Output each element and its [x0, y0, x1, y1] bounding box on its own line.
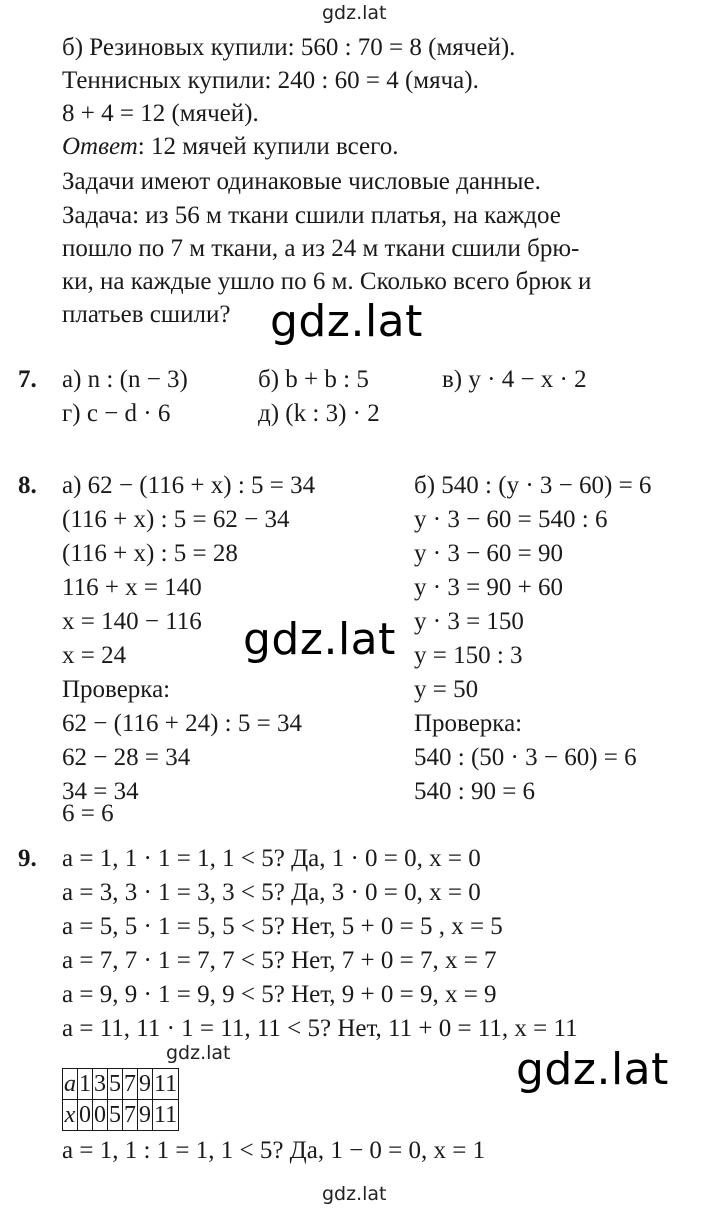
part-b-line-3: 8 + 4 = 12 (мячей).: [62, 100, 259, 127]
answer-text: : 12 мячей купили всего.: [137, 133, 399, 160]
part-b-line-5: Задачи имеют одинаковые числовые данные.: [62, 168, 541, 195]
table-cell: 9: [138, 1100, 153, 1131]
task-8-left-line: (116 + x) : 5 = 62 − 34: [62, 506, 290, 533]
task-7-a: а) n : (n − 3): [62, 366, 188, 393]
task-8-left-check-label: Проверка:: [62, 676, 171, 703]
task-9-line: a = 3, 3 · 1 = 3, 3 < 5? Да, 3 · 0 = 0, x = 0: [62, 879, 481, 906]
part-b-line-6: Задача: из 56 м ткани сшили платья, на каждое: [62, 202, 561, 229]
watermark-big-3: gdz.lat: [516, 1044, 669, 1095]
task-8-right-line: 540 : (50 · 3 − 60) = 6: [414, 744, 637, 771]
task-9-last-line: a = 1, 1 : 1 = 1, 1 < 5? Да, 1 − 0 = 0, x = 1: [62, 1137, 486, 1164]
table-cell: 11: [153, 1069, 179, 1100]
answer-label: Ответ: [62, 133, 138, 160]
task-8-left-line: 62 − 28 = 34: [62, 744, 191, 771]
task-8-right-line: y = 50: [414, 676, 479, 703]
task-8-right-line: y · 3 = 90 + 60: [414, 574, 564, 601]
table-cell: x: [63, 1100, 78, 1131]
task-8-right-line: y · 3 = 150: [414, 608, 524, 635]
part-b-line-7: пошло по 7 м ткани, а из 24 м ткани сшили брю-: [62, 235, 580, 262]
task-7-b: б) b + b : 5: [258, 366, 369, 393]
table-cell: 0: [93, 1100, 108, 1131]
watermark-big-1: gdz.lat: [270, 296, 423, 347]
part-b-line-2: Теннисных купили: 240 : 60 = 4 (мяча).: [62, 67, 479, 94]
part-b-line-9: платьев сшили?: [62, 301, 231, 328]
table-row-x: [63, 1100, 179, 1131]
task-7-d: д) (k : 3) · 2: [258, 400, 380, 427]
table-cell: 9: [138, 1069, 153, 1100]
part-b-answer: [62, 131, 399, 163]
values-table: [62, 1068, 179, 1131]
task-8-right-line: y · 3 − 60 = 90: [414, 540, 564, 567]
watermark-bottom: gdz.lat: [322, 1183, 387, 1205]
task-7-v: в) y · 4 − x · 2: [442, 366, 587, 393]
watermark-table: gdz.lat: [166, 1042, 231, 1064]
task-8-right-line: y · 3 − 60 = 540 : 6: [414, 506, 608, 533]
table-cell: 7: [123, 1069, 138, 1100]
task-9-line: a = 11, 11 · 1 = 11, 11 < 5? Нет, 11 + 0 = 11, x = 11: [62, 1015, 578, 1042]
task-9-line: a = 1, 1 · 1 = 1, 1 < 5? Да, 1 · 0 = 0, x = 0: [62, 845, 481, 872]
task-8-left-line: x = 24: [62, 642, 127, 669]
watermark-big-2: gdz.lat: [243, 614, 396, 665]
task-8-left-line: а) 62 − (116 + x) : 5 = 34: [62, 472, 316, 499]
table-cell: 7: [123, 1100, 138, 1131]
task-8-right-line: б) 540 : (y · 3 − 60) = 6: [414, 472, 652, 499]
task-8-left-line: x = 140 − 116: [62, 608, 202, 635]
task-7-number: 7.: [18, 366, 37, 393]
table-cell: 5: [108, 1069, 123, 1100]
part-b-line-8: ки, на каждые ушло по 6 м. Сколько всего брюк и: [62, 268, 592, 295]
table-cell: 3: [93, 1069, 108, 1100]
table-row-a: [63, 1069, 179, 1100]
table-cell: 5: [108, 1100, 123, 1131]
table-cell: 1: [78, 1069, 93, 1100]
table-cell: a: [63, 1069, 78, 1100]
task-8-left-line: 34 = 34: [62, 778, 139, 805]
task-9-number: 9.: [18, 845, 37, 872]
task-8-left-line: 116 + x = 140: [62, 574, 202, 601]
task-9-line: a = 9, 9 · 1 = 9, 9 < 5? Нет, 9 + 0 = 9, x = 9: [62, 981, 497, 1008]
task-8-right-line: 540 : 90 = 6: [414, 778, 536, 805]
part-b-line-1: б) Резиновых купили: 560 : 70 = 8 (мячей).: [62, 34, 516, 61]
task-9-line: a = 7, 7 · 1 = 7, 7 < 5? Нет, 7 + 0 = 7, x = 7: [62, 947, 497, 974]
table-cell: 0: [78, 1100, 93, 1131]
task-8-number: 8.: [18, 472, 37, 499]
task-8-left-line: (116 + x) : 5 = 28: [62, 540, 238, 567]
watermark-top: gdz.lat: [322, 2, 387, 24]
task-7-g: г) c − d · 6: [62, 400, 171, 427]
task-8-left-line: 62 − (116 + 24) : 5 = 34: [62, 710, 302, 737]
task-8-left-line: 6 = 6: [62, 800, 114, 827]
task-8-right-check-label: Проверка:: [414, 710, 523, 737]
table-cell: 11: [153, 1100, 179, 1131]
task-8-right-line: y = 150 : 3: [414, 642, 523, 669]
task-9-line: a = 5, 5 · 1 = 5, 5 < 5? Нет, 5 + 0 = 5 , x = 5: [62, 913, 503, 940]
